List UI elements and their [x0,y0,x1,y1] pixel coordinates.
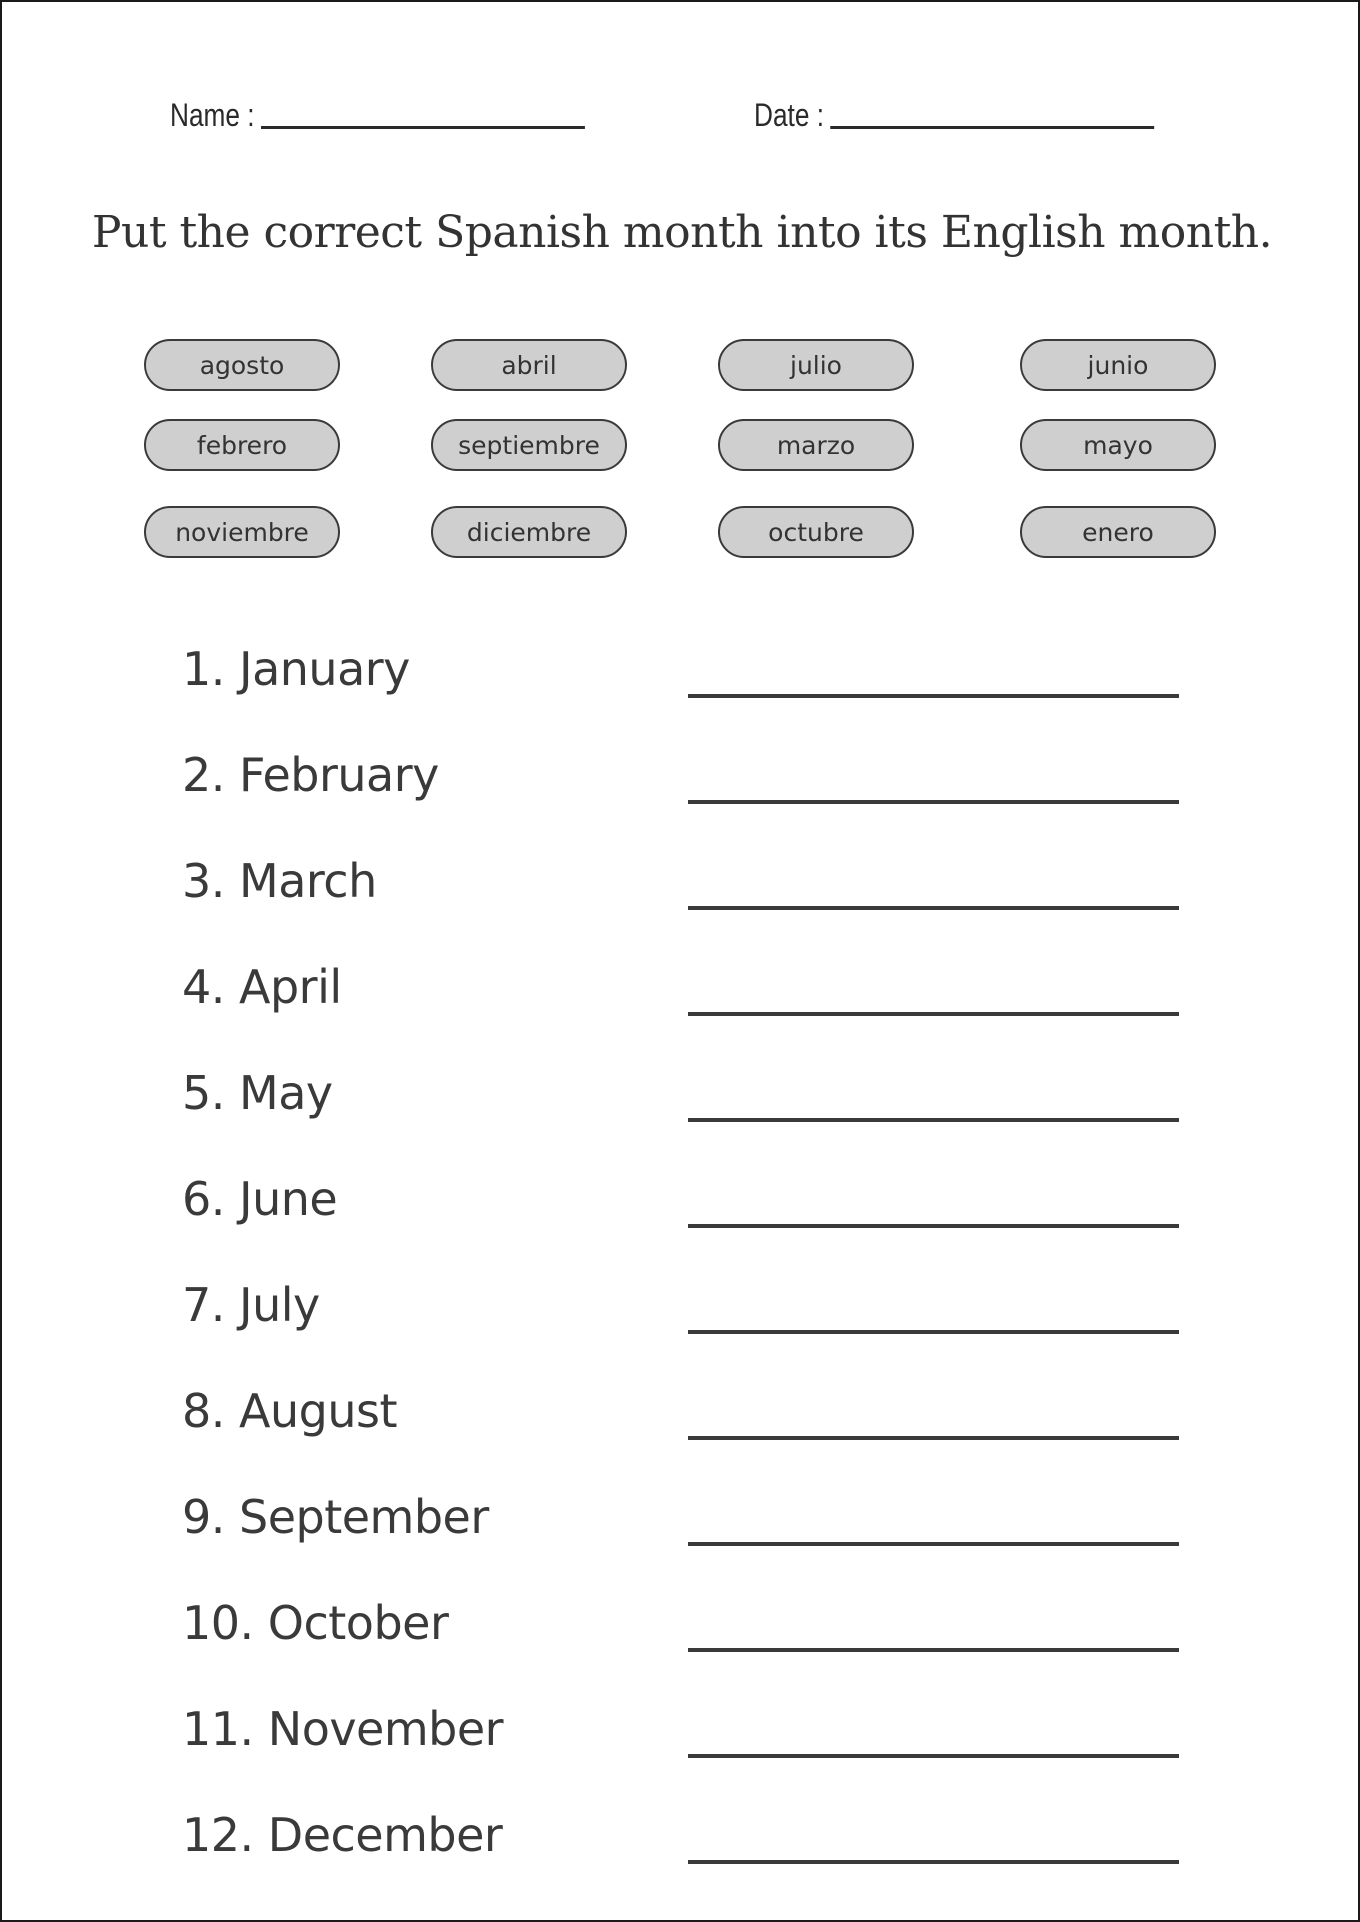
question-item: 11. November [182,1702,504,1756]
word-chip: noviembre [144,506,340,558]
question-item: 8. August [182,1384,397,1438]
answer-line[interactable] [688,1330,1179,1334]
question-item: 4. April [182,960,342,1014]
question-item: 1. January [182,642,410,696]
word-bank [2,2,1360,602]
answer-line[interactable] [688,1648,1179,1652]
word-chip: octubre [718,506,914,558]
question-item: 3. March [182,854,377,908]
word-chip: abril [431,339,627,391]
name-label: Name : [170,97,255,133]
question-item: 6. June [182,1172,338,1226]
instructions: Put the correct Spanish month into its English month. [91,207,1273,258]
word-chip: diciembre [431,506,627,558]
question-item: 10. October [182,1596,449,1650]
word-chip: mayo [1020,419,1216,471]
word-chip: julio [718,339,914,391]
answer-line[interactable] [688,1118,1179,1122]
answer-line[interactable] [688,694,1179,698]
answer-line[interactable] [688,1012,1179,1016]
answer-line[interactable] [688,1860,1179,1864]
answer-line[interactable] [688,1436,1179,1440]
answer-line[interactable] [688,1754,1179,1758]
word-chip: febrero [144,419,340,471]
word-chip: junio [1020,339,1216,391]
question-item: 12. December [182,1808,503,1862]
question-item: 7. July [182,1278,320,1332]
question-item: 2. February [182,748,439,802]
word-chip: agosto [144,339,340,391]
word-chip: marzo [718,419,914,471]
answer-line[interactable] [688,906,1179,910]
date-label: Date : [754,97,825,133]
word-chip: septiembre [431,419,627,471]
answer-line[interactable] [688,800,1179,804]
word-chip: enero [1020,506,1216,558]
question-item: 9. September [182,1490,489,1544]
answer-line[interactable] [688,1542,1179,1546]
answer-line[interactable] [688,1224,1179,1228]
question-item: 5. May [182,1066,333,1120]
